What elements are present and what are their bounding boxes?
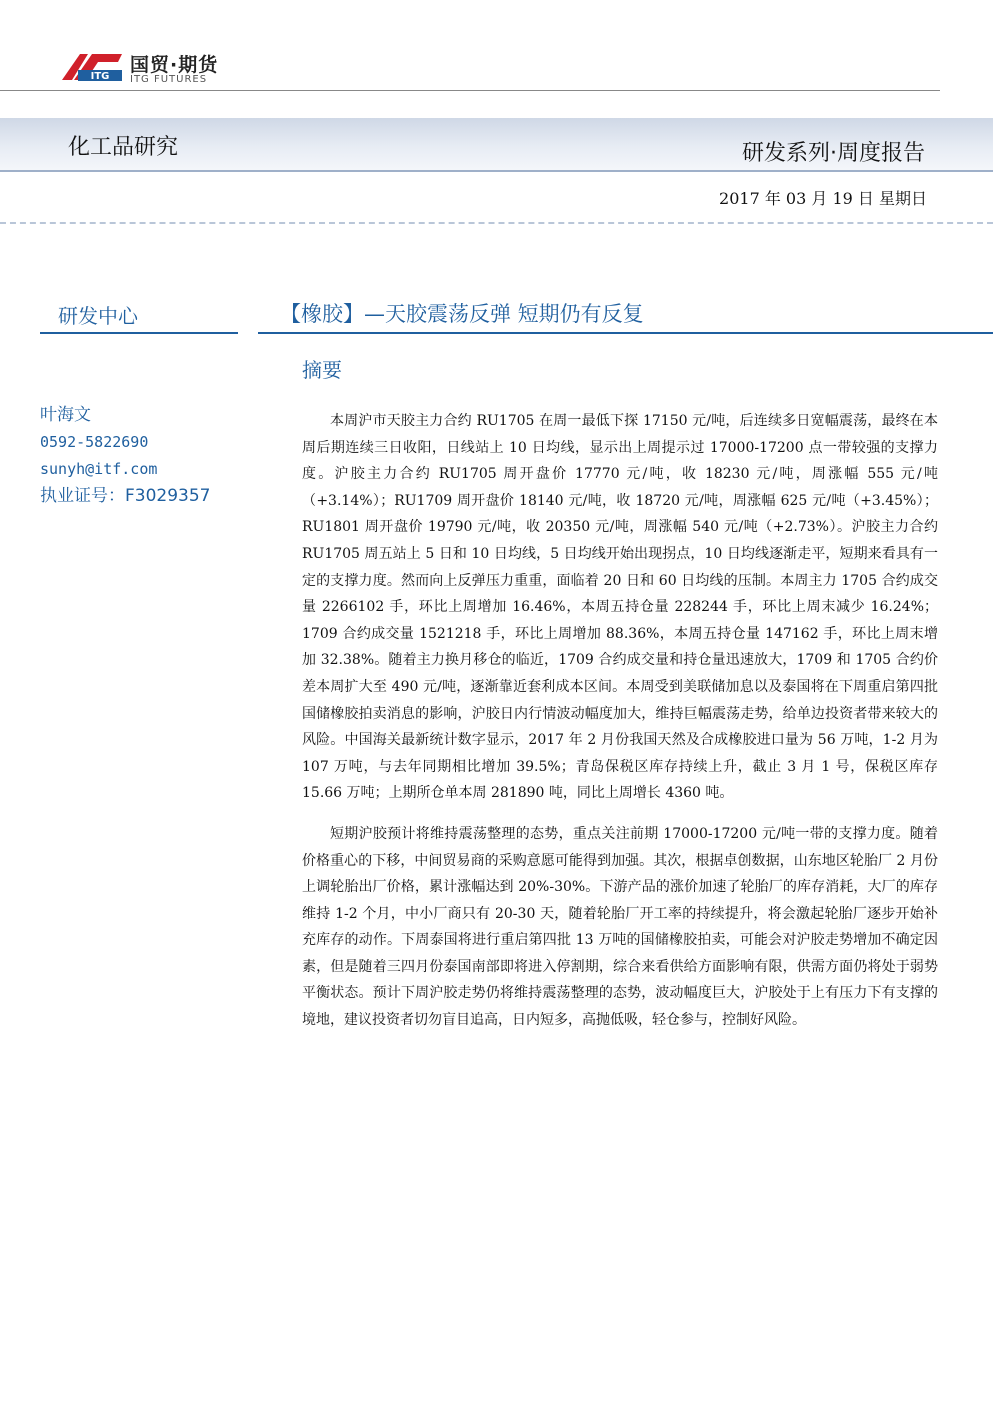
section-title: 化工品研究 [68,135,179,160]
logo-mark-text: ITG [90,71,110,82]
sidebar-rule [40,332,238,334]
author-name: 叶海文 [40,405,91,425]
author-contact [40,402,250,510]
itg-logo-icon [58,48,126,84]
report-body [302,408,938,1048]
abstract-heading: 摘要 [302,358,342,382]
company-logo [58,48,238,88]
author-phone: 0592-5822690 [40,433,149,451]
author-email[interactable]: sunyh@itf.com [40,460,158,478]
body-paragraph: 短期沪胶预计将维持震荡整理的态势，重点关注前期 17000-17200 元/吨一带的支撑力度。随着价格重心的下移，中间贸易商的采购意愿可能得到加强。其次，根据卓创数据，山东地区轮胎厂 2 月份上调轮胎出厂价格，累计涨幅达到 20%-30%。下游产品的涨价加速了轮胎厂的库存消耗，大厂的库存维持 1-2 个月，中小厂商只有 20-30 天，随着轮胎厂开工率的持续提升，将会激起轮胎厂逐步开始补充库存的动作。下周泰国将进行重启第四批 13 万吨的国储橡胶拍卖，可能会对沪胶走势增加不确定因素，但是随着三四月份泰国南部即将进入停割期，综合来看供给方面影响有限，供需方面仍将处于弱势平衡状态。预计下周沪胶走势仍将维持震荡整理的态势，波动幅度巨大，沪胶处于上有压力下有支撑的境地，建议投资者切勿盲目追高，日内短多，高抛低吸，轻仓参与，控制好风险。 [302,825,938,1029]
header-divider [0,90,940,91]
brand-name-en: ITG FUTURES [130,74,208,85]
report-title: 【橡胶】—天胶震荡反弹 短期仍有反复 [280,302,644,326]
sidebar-title: 研发中心 [58,304,138,328]
band-underline [0,170,993,172]
report-series-title: 研发系列·周度报告 [742,141,925,166]
title-rule [258,332,993,334]
dashed-divider [0,222,993,224]
body-paragraph: 本周沪市天胶主力合约 RU1705 在周一最低下探 17150 元/吨，后连续多日宽幅震荡，最终在本周后期连续三日收阳，日线站上 10 日均线，显示出上周提示过 17000-17200 点一带较强的支撑力度。沪胶主力合约 RU1705 周开盘价 17770 元/吨，收 18230 元/吨，周涨幅 555 元/吨（+3.14%）；RU1709 周开盘价 18140 元/吨，收 18720 元/吨，周涨幅 625 元/吨（+3.45%）；RU1801 周开盘价 19790 元/吨，收 20350 元/吨，周涨幅 540 元/吨（+2.73%）。沪胶主力合约 RU1705 周五站上 5 日和 10 日均线，5 日均线开始出现拐点，10 日均线逐渐走平，短期来看具有一定的支撑力度。然而向上反弹压力重重，面临着 20 日和 60 日均线的压制。本周主力 1705 合约成交量 2266102 手，环比上周增加 16.46%，本周五持仓量 228244 手，环比上周末减少 16.24%；1709 合约成交量 1521218 手，环比上周增加 88.36%，本周五持仓量 147162 手，环比上周末增加 32.38%。随着主力换月移仓的临近，1709 合约成交量和持仓量迅速放大，1709 和 1705 合约价差本周扩大至 490 元/吨，逐渐靠近套利成本区间。本周受到美联储加息以及泰国将在下周重启第四批国储橡胶拍卖消息的影响，沪胶日内行情波动幅度加大，维持巨幅震荡走势，给单边投资者带来较大的风险。中国海关最新统计数字显示，2017 年 2 月份我国天然及合成橡胶进口量为 56 万吨，1-2 月为 107 万吨，与去年同期相比增加 39.5%；青岛保税区库存持续上升，截止 3 月 1 号，保税区库存 15.66 万吨；上期所仓单本周 281890 吨，同比上周增长 4360 吨。 [302,413,938,802]
brand-name-cn: 国贸·期货 [130,54,219,76]
report-date: 2017 年 03 月 19 日 星期日 [719,189,927,208]
author-license: 执业证号：F3029357 [40,486,211,506]
